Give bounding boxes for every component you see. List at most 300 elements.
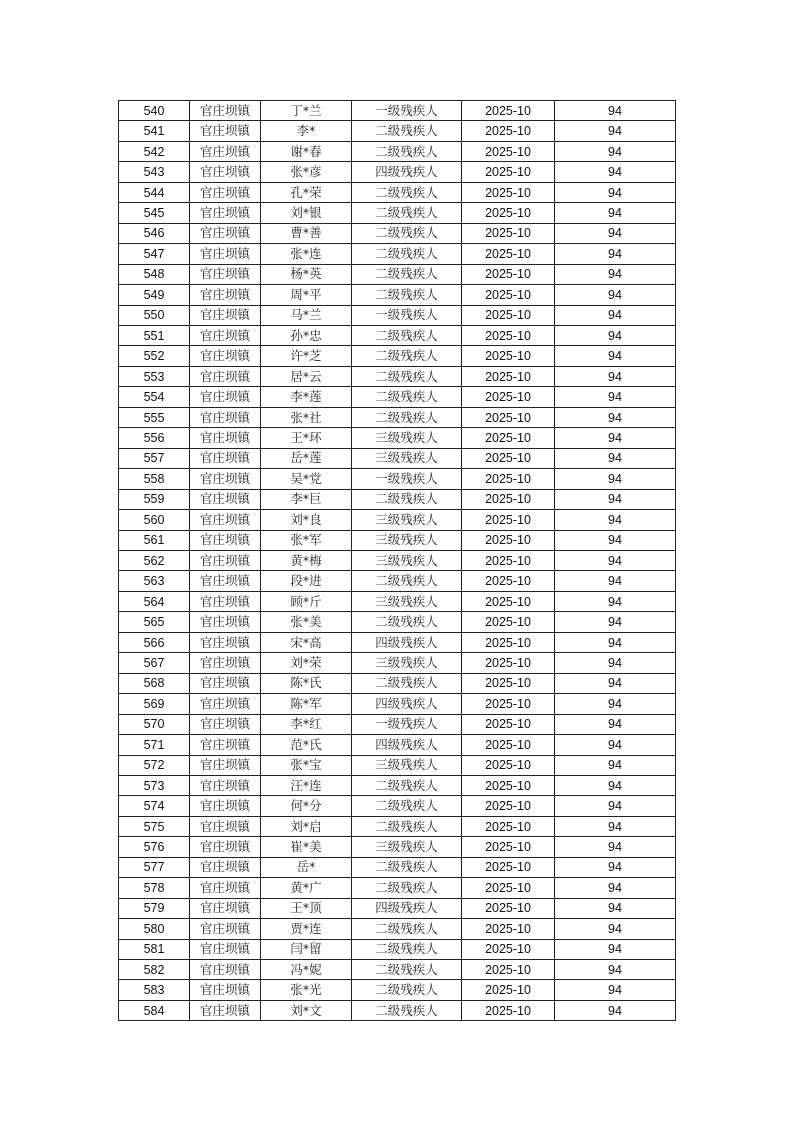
town-cell: 官庄坝镇 <box>190 489 261 509</box>
row-number-cell: 565 <box>119 612 190 632</box>
name-cell: 刘*文 <box>261 1000 352 1020</box>
amount-cell: 94 <box>555 980 676 1000</box>
name-cell: 刘*荣 <box>261 653 352 673</box>
month-cell: 2025-10 <box>462 755 555 775</box>
table-row <box>119 857 676 877</box>
month-cell: 2025-10 <box>462 550 555 570</box>
amount-cell: 94 <box>555 325 676 345</box>
table-row <box>119 244 676 264</box>
table-row <box>119 898 676 918</box>
town-cell: 官庄坝镇 <box>190 632 261 652</box>
town-cell: 官庄坝镇 <box>190 285 261 305</box>
row-number-cell: 582 <box>119 960 190 980</box>
table-row <box>119 162 676 182</box>
disability-level-cell: 三级残疾人 <box>352 755 462 775</box>
name-cell: 陈*军 <box>261 694 352 714</box>
town-cell: 官庄坝镇 <box>190 653 261 673</box>
month-cell: 2025-10 <box>462 489 555 509</box>
town-cell: 官庄坝镇 <box>190 714 261 734</box>
row-number-cell: 562 <box>119 550 190 570</box>
month-cell: 2025-10 <box>462 714 555 734</box>
month-cell: 2025-10 <box>462 816 555 836</box>
table-row <box>119 101 676 121</box>
row-number-cell: 546 <box>119 223 190 243</box>
month-cell: 2025-10 <box>462 612 555 632</box>
amount-cell: 94 <box>555 960 676 980</box>
row-number-cell: 552 <box>119 346 190 366</box>
amount-cell: 94 <box>555 141 676 161</box>
town-cell: 官庄坝镇 <box>190 796 261 816</box>
table-row <box>119 775 676 795</box>
name-cell: 吴*党 <box>261 469 352 489</box>
town-cell: 官庄坝镇 <box>190 898 261 918</box>
month-cell: 2025-10 <box>462 857 555 877</box>
disability-level-cell: 二级残疾人 <box>352 796 462 816</box>
table-row <box>119 407 676 427</box>
row-number-cell: 558 <box>119 469 190 489</box>
town-cell: 官庄坝镇 <box>190 366 261 386</box>
town-cell: 官庄坝镇 <box>190 469 261 489</box>
month-cell: 2025-10 <box>462 735 555 755</box>
amount-cell: 94 <box>555 796 676 816</box>
name-cell: 闫*留 <box>261 939 352 959</box>
row-number-cell: 549 <box>119 285 190 305</box>
town-cell: 官庄坝镇 <box>190 244 261 264</box>
amount-cell: 94 <box>555 203 676 223</box>
disability-level-cell: 二级残疾人 <box>352 489 462 509</box>
town-cell: 官庄坝镇 <box>190 203 261 223</box>
row-number-cell: 577 <box>119 857 190 877</box>
row-number-cell: 569 <box>119 694 190 714</box>
town-cell: 官庄坝镇 <box>190 387 261 407</box>
town-cell: 官庄坝镇 <box>190 428 261 448</box>
beneficiary-table <box>118 100 676 1021</box>
table-row <box>119 121 676 141</box>
table-row <box>119 428 676 448</box>
town-cell: 官庄坝镇 <box>190 407 261 427</box>
disability-level-cell: 二级残疾人 <box>352 673 462 693</box>
month-cell: 2025-10 <box>462 653 555 673</box>
name-cell: 冯*妮 <box>261 960 352 980</box>
amount-cell: 94 <box>555 816 676 836</box>
name-cell: 汪*连 <box>261 775 352 795</box>
disability-level-cell: 二级残疾人 <box>352 264 462 284</box>
town-cell: 官庄坝镇 <box>190 837 261 857</box>
month-cell: 2025-10 <box>462 919 555 939</box>
disability-level-cell: 二级残疾人 <box>352 203 462 223</box>
row-number-cell: 579 <box>119 898 190 918</box>
disability-level-cell: 二级残疾人 <box>352 366 462 386</box>
amount-cell: 94 <box>555 182 676 202</box>
amount-cell: 94 <box>555 919 676 939</box>
month-cell: 2025-10 <box>462 571 555 591</box>
town-cell: 官庄坝镇 <box>190 162 261 182</box>
row-number-cell: 584 <box>119 1000 190 1020</box>
name-cell: 张*连 <box>261 244 352 264</box>
town-cell: 官庄坝镇 <box>190 448 261 468</box>
amount-cell: 94 <box>555 755 676 775</box>
town-cell: 官庄坝镇 <box>190 1000 261 1020</box>
name-cell: 刘*良 <box>261 510 352 530</box>
disability-level-cell: 二级残疾人 <box>352 346 462 366</box>
month-cell: 2025-10 <box>462 223 555 243</box>
row-number-cell: 557 <box>119 448 190 468</box>
table-row <box>119 182 676 202</box>
amount-cell: 94 <box>555 775 676 795</box>
disability-level-cell: 二级残疾人 <box>352 1000 462 1020</box>
month-cell: 2025-10 <box>462 591 555 611</box>
table-row <box>119 203 676 223</box>
month-cell: 2025-10 <box>462 878 555 898</box>
month-cell: 2025-10 <box>462 673 555 693</box>
town-cell: 官庄坝镇 <box>190 591 261 611</box>
row-number-cell: 573 <box>119 775 190 795</box>
name-cell: 孔*荣 <box>261 182 352 202</box>
table-row <box>119 939 676 959</box>
disability-level-cell: 二级残疾人 <box>352 960 462 980</box>
disability-level-cell: 二级残疾人 <box>352 244 462 264</box>
table-row <box>119 694 676 714</box>
month-cell: 2025-10 <box>462 346 555 366</box>
town-cell: 官庄坝镇 <box>190 571 261 591</box>
town-cell: 官庄坝镇 <box>190 510 261 530</box>
amount-cell: 94 <box>555 632 676 652</box>
amount-cell: 94 <box>555 530 676 550</box>
month-cell: 2025-10 <box>462 960 555 980</box>
month-cell: 2025-10 <box>462 632 555 652</box>
name-cell: 黄*梅 <box>261 550 352 570</box>
row-number-cell: 555 <box>119 407 190 427</box>
amount-cell: 94 <box>555 448 676 468</box>
table-row <box>119 735 676 755</box>
amount-cell: 94 <box>555 694 676 714</box>
amount-cell: 94 <box>555 1000 676 1020</box>
disability-level-cell: 三级残疾人 <box>352 448 462 468</box>
table-row <box>119 530 676 550</box>
name-cell: 曹*善 <box>261 223 352 243</box>
disability-level-cell: 二级残疾人 <box>352 878 462 898</box>
amount-cell: 94 <box>555 612 676 632</box>
table-row <box>119 550 676 570</box>
amount-cell: 94 <box>555 469 676 489</box>
name-cell: 李* <box>261 121 352 141</box>
name-cell: 范*氏 <box>261 735 352 755</box>
disability-level-cell: 三级残疾人 <box>352 591 462 611</box>
month-cell: 2025-10 <box>462 530 555 550</box>
disability-level-cell: 四级残疾人 <box>352 632 462 652</box>
disability-level-cell: 二级残疾人 <box>352 223 462 243</box>
month-cell: 2025-10 <box>462 325 555 345</box>
table-row <box>119 510 676 530</box>
month-cell: 2025-10 <box>462 305 555 325</box>
month-cell: 2025-10 <box>462 448 555 468</box>
amount-cell: 94 <box>555 162 676 182</box>
table-row <box>119 796 676 816</box>
name-cell: 何*分 <box>261 796 352 816</box>
disability-level-cell: 二级残疾人 <box>352 775 462 795</box>
table-row <box>119 980 676 1000</box>
town-cell: 官庄坝镇 <box>190 694 261 714</box>
disability-level-cell: 四级残疾人 <box>352 162 462 182</box>
amount-cell: 94 <box>555 898 676 918</box>
disability-level-cell: 二级残疾人 <box>352 816 462 836</box>
table-row <box>119 837 676 857</box>
row-number-cell: 583 <box>119 980 190 1000</box>
name-cell: 崔*美 <box>261 837 352 857</box>
disability-level-cell: 三级残疾人 <box>352 837 462 857</box>
disability-level-cell: 一级残疾人 <box>352 714 462 734</box>
row-number-cell: 581 <box>119 939 190 959</box>
amount-cell: 94 <box>555 223 676 243</box>
disability-level-cell: 一级残疾人 <box>352 305 462 325</box>
name-cell: 许*芝 <box>261 346 352 366</box>
town-cell: 官庄坝镇 <box>190 182 261 202</box>
table-row <box>119 612 676 632</box>
row-number-cell: 560 <box>119 510 190 530</box>
table-row <box>119 387 676 407</box>
town-cell: 官庄坝镇 <box>190 980 261 1000</box>
disability-level-cell: 三级残疾人 <box>352 653 462 673</box>
row-number-cell: 553 <box>119 366 190 386</box>
town-cell: 官庄坝镇 <box>190 919 261 939</box>
row-number-cell: 545 <box>119 203 190 223</box>
town-cell: 官庄坝镇 <box>190 305 261 325</box>
disability-level-cell: 二级残疾人 <box>352 387 462 407</box>
disability-level-cell: 四级残疾人 <box>352 898 462 918</box>
month-cell: 2025-10 <box>462 469 555 489</box>
row-number-cell: 556 <box>119 428 190 448</box>
month-cell: 2025-10 <box>462 775 555 795</box>
name-cell: 孙*忠 <box>261 325 352 345</box>
name-cell: 张*美 <box>261 612 352 632</box>
amount-cell: 94 <box>555 121 676 141</box>
name-cell: 岳*莲 <box>261 448 352 468</box>
name-cell: 刘*银 <box>261 203 352 223</box>
row-number-cell: 566 <box>119 632 190 652</box>
name-cell: 刘*启 <box>261 816 352 836</box>
table-row <box>119 489 676 509</box>
town-cell: 官庄坝镇 <box>190 223 261 243</box>
month-cell: 2025-10 <box>462 182 555 202</box>
name-cell: 杨*英 <box>261 264 352 284</box>
town-cell: 官庄坝镇 <box>190 121 261 141</box>
name-cell: 陈*氏 <box>261 673 352 693</box>
row-number-cell: 547 <box>119 244 190 264</box>
disability-level-cell: 四级残疾人 <box>352 694 462 714</box>
amount-cell: 94 <box>555 244 676 264</box>
town-cell: 官庄坝镇 <box>190 939 261 959</box>
month-cell: 2025-10 <box>462 837 555 857</box>
name-cell: 顾*斤 <box>261 591 352 611</box>
row-number-cell: 543 <box>119 162 190 182</box>
amount-cell: 94 <box>555 714 676 734</box>
name-cell: 张*光 <box>261 980 352 1000</box>
disability-level-cell: 三级残疾人 <box>352 550 462 570</box>
table-row <box>119 632 676 652</box>
month-cell: 2025-10 <box>462 387 555 407</box>
amount-cell: 94 <box>555 346 676 366</box>
disability-level-cell: 二级残疾人 <box>352 612 462 632</box>
town-cell: 官庄坝镇 <box>190 550 261 570</box>
table-row <box>119 816 676 836</box>
disability-level-cell: 二级残疾人 <box>352 182 462 202</box>
name-cell: 贾*连 <box>261 919 352 939</box>
disability-level-cell: 三级残疾人 <box>352 510 462 530</box>
row-number-cell: 576 <box>119 837 190 857</box>
month-cell: 2025-10 <box>462 366 555 386</box>
table-row <box>119 591 676 611</box>
amount-cell: 94 <box>555 837 676 857</box>
name-cell: 张*彦 <box>261 162 352 182</box>
town-cell: 官庄坝镇 <box>190 612 261 632</box>
name-cell: 周*平 <box>261 285 352 305</box>
month-cell: 2025-10 <box>462 796 555 816</box>
town-cell: 官庄坝镇 <box>190 325 261 345</box>
month-cell: 2025-10 <box>462 244 555 264</box>
table-row <box>119 366 676 386</box>
row-number-cell: 563 <box>119 571 190 591</box>
table-body <box>119 101 676 1021</box>
disability-level-cell: 二级残疾人 <box>352 857 462 877</box>
amount-cell: 94 <box>555 428 676 448</box>
amount-cell: 94 <box>555 550 676 570</box>
town-cell: 官庄坝镇 <box>190 673 261 693</box>
disability-level-cell: 二级残疾人 <box>352 407 462 427</box>
row-number-cell: 580 <box>119 919 190 939</box>
table-row <box>119 141 676 161</box>
name-cell: 宋*高 <box>261 632 352 652</box>
amount-cell: 94 <box>555 735 676 755</box>
town-cell: 官庄坝镇 <box>190 755 261 775</box>
amount-cell: 94 <box>555 305 676 325</box>
amount-cell: 94 <box>555 387 676 407</box>
amount-cell: 94 <box>555 101 676 121</box>
row-number-cell: 567 <box>119 653 190 673</box>
name-cell: 马*兰 <box>261 305 352 325</box>
name-cell: 李*莲 <box>261 387 352 407</box>
name-cell: 丁*兰 <box>261 101 352 121</box>
month-cell: 2025-10 <box>462 203 555 223</box>
month-cell: 2025-10 <box>462 510 555 530</box>
table-row <box>119 714 676 734</box>
disability-level-cell: 三级残疾人 <box>352 530 462 550</box>
name-cell: 谢*春 <box>261 141 352 161</box>
town-cell: 官庄坝镇 <box>190 735 261 755</box>
amount-cell: 94 <box>555 489 676 509</box>
amount-cell: 94 <box>555 878 676 898</box>
row-number-cell: 571 <box>119 735 190 755</box>
name-cell: 李*巨 <box>261 489 352 509</box>
month-cell: 2025-10 <box>462 285 555 305</box>
table-row <box>119 448 676 468</box>
town-cell: 官庄坝镇 <box>190 346 261 366</box>
name-cell: 张*宝 <box>261 755 352 775</box>
disability-level-cell: 三级残疾人 <box>352 428 462 448</box>
row-number-cell: 550 <box>119 305 190 325</box>
row-number-cell: 574 <box>119 796 190 816</box>
table-row <box>119 469 676 489</box>
town-cell: 官庄坝镇 <box>190 101 261 121</box>
table-row <box>119 223 676 243</box>
name-cell: 岳* <box>261 857 352 877</box>
town-cell: 官庄坝镇 <box>190 857 261 877</box>
table-row <box>119 878 676 898</box>
table-row <box>119 264 676 284</box>
month-cell: 2025-10 <box>462 407 555 427</box>
table-row <box>119 755 676 775</box>
month-cell: 2025-10 <box>462 428 555 448</box>
amount-cell: 94 <box>555 510 676 530</box>
table-row <box>119 653 676 673</box>
amount-cell: 94 <box>555 939 676 959</box>
table-row <box>119 919 676 939</box>
month-cell: 2025-10 <box>462 141 555 161</box>
month-cell: 2025-10 <box>462 694 555 714</box>
row-number-cell: 561 <box>119 530 190 550</box>
name-cell: 张*军 <box>261 530 352 550</box>
table-row <box>119 346 676 366</box>
disability-level-cell: 二级残疾人 <box>352 939 462 959</box>
disability-level-cell: 一级残疾人 <box>352 101 462 121</box>
town-cell: 官庄坝镇 <box>190 960 261 980</box>
amount-cell: 94 <box>555 285 676 305</box>
month-cell: 2025-10 <box>462 264 555 284</box>
row-number-cell: 554 <box>119 387 190 407</box>
month-cell: 2025-10 <box>462 101 555 121</box>
month-cell: 2025-10 <box>462 980 555 1000</box>
town-cell: 官庄坝镇 <box>190 141 261 161</box>
disability-level-cell: 一级残疾人 <box>352 469 462 489</box>
town-cell: 官庄坝镇 <box>190 816 261 836</box>
row-number-cell: 575 <box>119 816 190 836</box>
row-number-cell: 578 <box>119 878 190 898</box>
disability-level-cell: 二级残疾人 <box>352 325 462 345</box>
amount-cell: 94 <box>555 591 676 611</box>
row-number-cell: 572 <box>119 755 190 775</box>
month-cell: 2025-10 <box>462 898 555 918</box>
name-cell: 段*进 <box>261 571 352 591</box>
row-number-cell: 551 <box>119 325 190 345</box>
row-number-cell: 540 <box>119 101 190 121</box>
disability-level-cell: 二级残疾人 <box>352 980 462 1000</box>
town-cell: 官庄坝镇 <box>190 530 261 550</box>
amount-cell: 94 <box>555 264 676 284</box>
row-number-cell: 542 <box>119 141 190 161</box>
town-cell: 官庄坝镇 <box>190 775 261 795</box>
disability-level-cell: 二级残疾人 <box>352 285 462 305</box>
month-cell: 2025-10 <box>462 1000 555 1020</box>
name-cell: 李*红 <box>261 714 352 734</box>
amount-cell: 94 <box>555 673 676 693</box>
amount-cell: 94 <box>555 653 676 673</box>
disability-level-cell: 四级残疾人 <box>352 735 462 755</box>
row-number-cell: 541 <box>119 121 190 141</box>
table-row <box>119 571 676 591</box>
disability-level-cell: 二级残疾人 <box>352 141 462 161</box>
town-cell: 官庄坝镇 <box>190 878 261 898</box>
table-row <box>119 673 676 693</box>
amount-cell: 94 <box>555 407 676 427</box>
name-cell: 王*环 <box>261 428 352 448</box>
row-number-cell: 570 <box>119 714 190 734</box>
disability-level-cell: 二级残疾人 <box>352 121 462 141</box>
table-row <box>119 305 676 325</box>
disability-level-cell: 二级残疾人 <box>352 919 462 939</box>
row-number-cell: 548 <box>119 264 190 284</box>
name-cell: 黄*广 <box>261 878 352 898</box>
table-row <box>119 285 676 305</box>
town-cell: 官庄坝镇 <box>190 264 261 284</box>
